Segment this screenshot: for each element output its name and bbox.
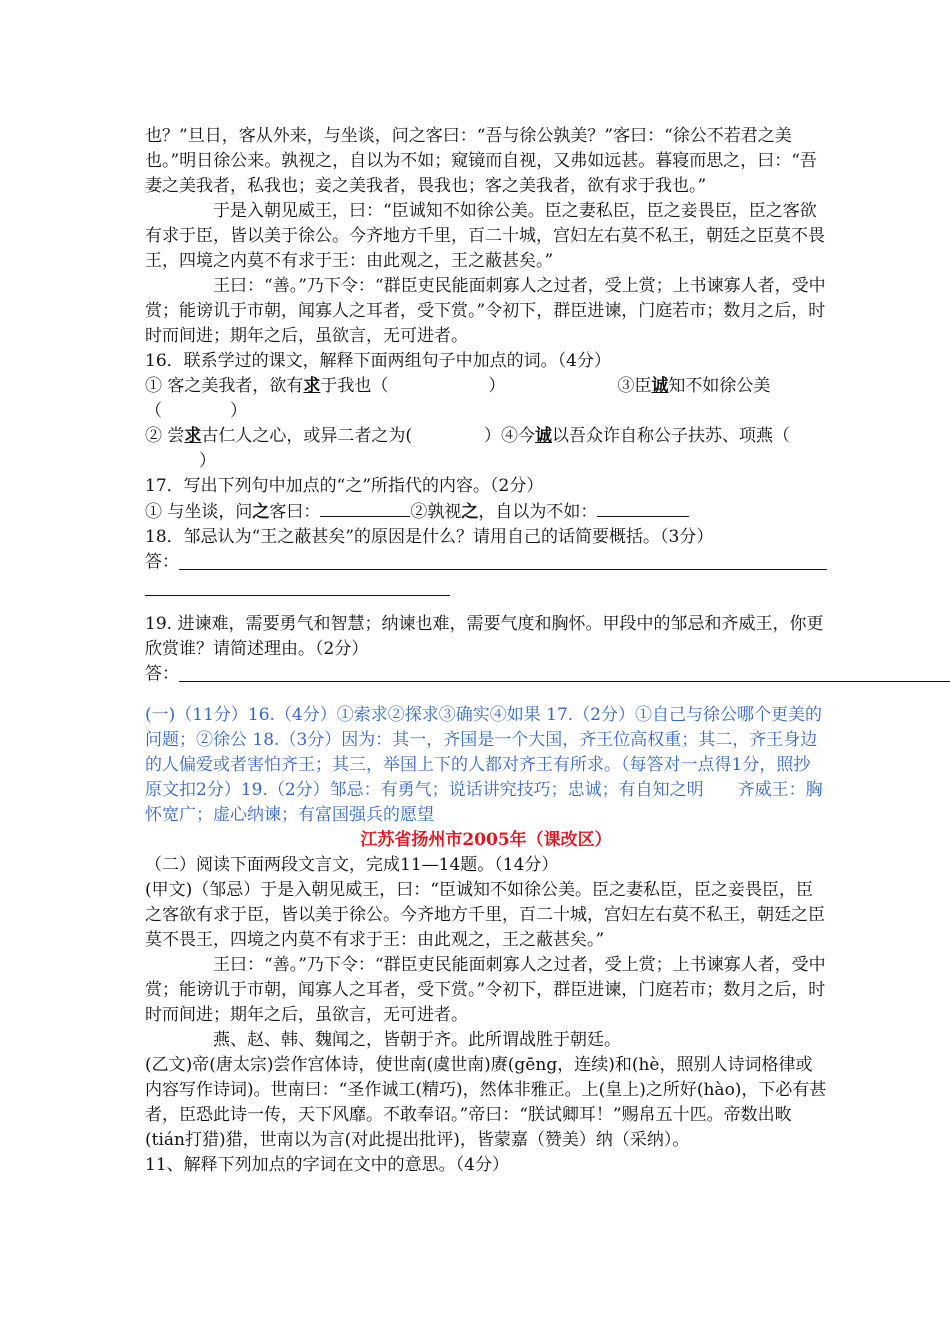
dotted-word: 之 <box>252 502 270 522</box>
dotted-word: 诚 <box>651 376 669 396</box>
question-16-items-a: ① 客之美我者，欲有求于我也（ ） ③臣诚知不如徐公美 （ ） <box>145 376 771 421</box>
passage-paragraph: 王曰：“善。”乃下令：“群臣吏民能面刺寡人之过者，受上赏；上书谏寡人者，受中赏；能谤讥于市朝，闻寡人之耳者，受下赏。”令初下，群臣进谏，门庭若市；数月之后，时时而间进；期年之后，虽欲言，无可进者。 <box>145 276 826 346</box>
passage-paragraph: 王曰：“善。”乃下令：“群臣吏民能面刺寡人之过者，受上赏；上书谏寡人者，受中赏；能谤讥于市朝，闻寡人之耳者，受下赏。”令初下，群臣进谏，门庭若市；数月之后，时时而间进；期年之后，虽欲言，无可进者。 <box>145 955 826 1025</box>
answer-line[interactable] <box>179 569 827 570</box>
answer-blank[interactable] <box>320 499 410 517</box>
passage-paragraph: (乙文)帝(唐太宗)尝作宫体诗，使世南(虞世南)赓(gēng，连续)和(hè，照别人诗词格律或内容写作诗词)。世南曰：“圣作诚工(精巧)，然体非雅正。上(皇上)之所好(hào)，下必有甚者，臣恐此诗一传，天下风靡。不敢奉诏。”帝曰：“朕试卿耳！”赐帛五十匹。帝数出畋(tián打猎)猎，世南以为言(对此提出批评)，皆蒙嘉（赞美）纳（采纳）。 <box>145 1055 827 1150</box>
dotted-word: 之 <box>461 502 479 522</box>
passage-paragraph: 于是入朝见威王，曰：“臣诚知不如徐公美。臣之妻私臣，臣之妾畏臣，臣之客欲有求于臣，皆以美于徐公。今齐地方千里，百二十城，宫妇左右莫不私王，朝廷之臣莫不畏王，四境之内莫不有求于王：由此观之，王之蔽甚矣。” <box>145 201 825 271</box>
question-17-items: ① 与坐谈，问之客曰： ②孰视之，自以为不如： <box>145 499 827 525</box>
passage-paragraph: (甲文)（邹忌）于是入朝见威王，曰：“臣诚知不如徐公美。臣之妻私臣，臣之妾畏臣，臣之客欲有求于臣，皆以美于徐公。今齐地方千里，百二十城，宫妇左右莫不私王，朝廷之臣莫不畏王，四境之内莫不有求于王：由此观之，王之蔽甚矣。” <box>145 880 825 950</box>
answer-key: (一)（11分）16.（4分）①索求②探求③确实④如果 17.（2分）①自己与徐公哪个更美的问题；②徐公 18.（3分）因为：其一，齐国是一个大国，齐王位高权重；其二，齐王身边的人偏爱或者害怕齐王；其三，举国上下的人都对齐王有所求。（每答对一点得1分，照抄原文扣2分）19.（2分）邹忌：有勇气；说话讲究技巧；忠诚；有自知之明 齐威王：胸怀宽广；虚心纳谏；有富国强兵的愿望 <box>145 705 823 825</box>
question-16-items-b: ② 尝求古仁人之心，或异二者之为( ）④今诚以吾众诈自称公子扶苏、项燕（） <box>145 426 791 471</box>
question-19-stem: 19. 进谏难，需要勇气和智慧；纳谏也难，需要气度和胸怀。甲段中的邹忌和齐威王，你更欣赏谁？请简述理由。（2分） <box>145 614 824 659</box>
answer-blank[interactable] <box>597 499 689 517</box>
passage-paragraph: 也？”旦日，客从外来，与坐谈，问之客曰：“吾与徐公孰美？”客曰：“徐公不若君之美也。”明日徐公来。孰视之，自以为不如；窥镜而自视，又弗如远甚。暮寝而思之，曰：“吾妻之美我者，私我也；妾之美我者，畏我也；客之美我者，欲有求于我也。” <box>145 126 817 196</box>
section-heading: 江苏省扬州市2005年（课改区） <box>360 830 612 850</box>
question-19-answer: 答： <box>145 662 950 687</box>
question-11-stem: 11、解释下列加点的字词在文中的意思。（4分） <box>145 1155 509 1175</box>
answer-space[interactable]: （ ） <box>145 401 247 421</box>
dotted-word: 求 <box>184 426 202 446</box>
question-18-answer: 答： <box>145 550 827 575</box>
dotted-word: 诚 <box>535 426 553 446</box>
question-16-stem: 16．联系学过的课文，解释下面两组句子中加点的词。（4分） <box>145 351 611 371</box>
passage-paragraph: 燕、赵、韩、魏闻之，皆朝于齐。此所谓战胜于朝廷。 <box>213 1030 621 1050</box>
question-18-stem: 18．邹忌认为“王之蔽甚矣”的原因是什么？请用自己的话简要概括。（3分） <box>145 527 714 547</box>
question-17-stem: 17．写出下列句中加点的“之”所指代的内容。（2分） <box>145 476 544 496</box>
document-page <box>145 124 827 1178</box>
answer-line[interactable] <box>179 681 950 682</box>
section-intro: （二）阅读下面两段文言文，完成11—14题。（14分） <box>145 855 559 875</box>
dotted-word: 求 <box>303 376 321 396</box>
